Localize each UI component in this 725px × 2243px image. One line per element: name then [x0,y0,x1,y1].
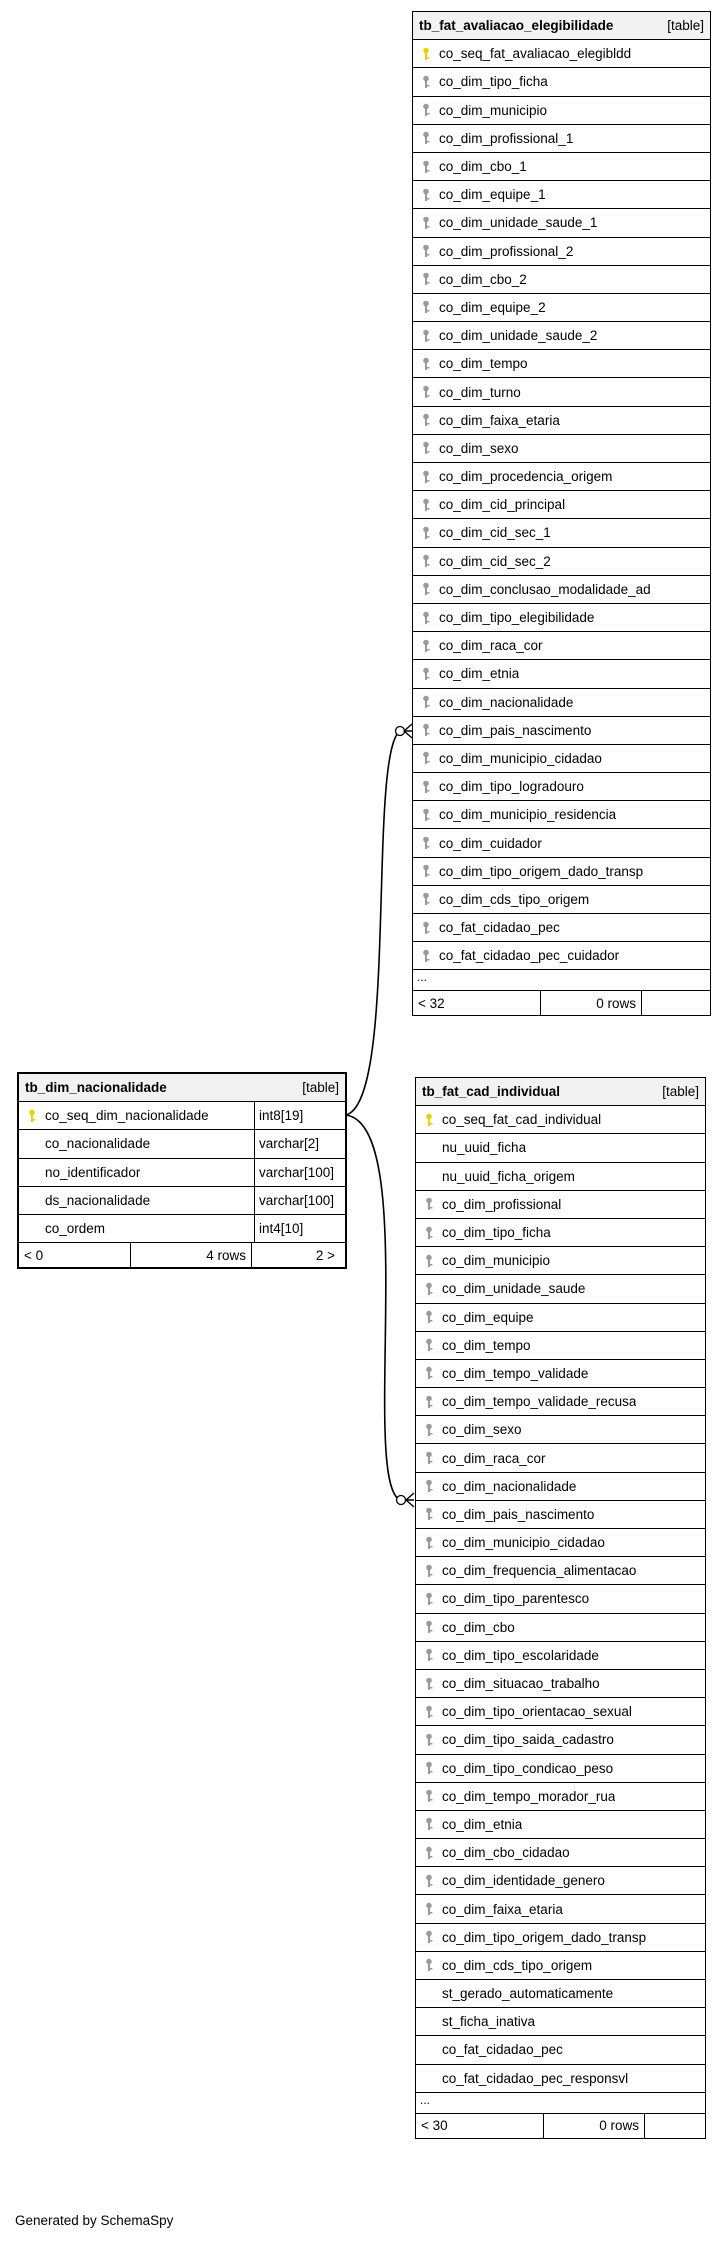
column-name: co_dim_profissional_1 [439,130,574,146]
column-name: co_dim_frequencia_alimentacao [442,1563,637,1579]
more-columns-ellipsis: ... [416,2093,705,2114]
column-name: co_dim_tipo_escolaridade [442,1647,599,1663]
column-name: co_dim_faixa_etaria [442,1901,563,1917]
column-name: co_dim_procedencia_origem [439,469,613,485]
column-name: co_dim_equipe [442,1309,534,1325]
column-name: co_dim_raca_cor [439,638,543,654]
column-name: co_dim_turno [439,384,521,400]
column-type: varchar[2] [254,1130,345,1157]
footer-parents-count: < 30 [416,2114,544,2138]
column-name: co_fat_cidadao_pec_cuidador [439,948,620,964]
column-name: co_dim_unidade_saude [442,1281,586,1297]
column-name: nu_uuid_ficha_origem [442,1168,575,1184]
column-name: co_dim_etnia [439,666,520,682]
column-name: co_dim_situacao_trabalho [442,1676,600,1692]
column-type: varchar[100] [254,1187,345,1214]
column-name: co_dim_cid_sec_2 [439,553,551,569]
column-name: co_dim_raca_cor [442,1450,546,1466]
column-name: co_dim_conclusao_modalidade_ad [439,581,651,597]
column-name: co_dim_cbo_1 [439,159,527,175]
column-name: co_dim_unidade_saude_1 [439,215,598,231]
column-name: co_dim_cbo [442,1619,515,1635]
column-name: co_dim_profissional [442,1196,562,1212]
column-name: co_dim_tempo [439,356,528,372]
column-name: co_dim_municipio_cidadao [439,750,602,766]
table-kind-label: [table] [667,18,704,34]
generated-by-label: Generated by SchemaSpy [15,2213,174,2228]
column-type: int4[10] [254,1215,345,1242]
footer-parents-count: < 0 [19,1243,131,1267]
column-name: st_ficha_inativa [442,2014,536,2030]
column-name: co_dim_cds_tipo_origem [442,1957,593,1973]
column-name: co_dim_equipe_1 [439,187,546,203]
column-name: co_dim_faixa_etaria [439,412,560,428]
column-name: nu_uuid_ficha [442,1140,527,1156]
column-name: co_dim_cbo_cidadao [442,1845,570,1861]
column-name: no_identificador [45,1164,141,1180]
table-kind-label: [table] [302,1080,339,1096]
column-name: co_dim_tipo_origem_dado_transp [439,863,644,879]
column-name: co_fat_cidadao_pec [442,2042,563,2058]
footer-children-count: 2 > [315,1247,335,1263]
table-name[interactable]: tb_dim_nacionalidade [25,1080,167,1096]
column-type: varchar[100] [254,1159,345,1186]
footer-row-count: 0 rows [541,991,642,1015]
column-name: co_dim_cbo_2 [439,271,527,287]
table-name[interactable]: tb_fat_avaliacao_elegibilidade [419,18,614,34]
column-name: co_dim_tipo_ficha [442,1225,551,1241]
column-name: co_dim_tipo_ficha [439,74,548,90]
column-name: co_seq_fat_avaliacao_elegibldd [439,46,632,62]
column-name: co_dim_tempo_validade [442,1365,589,1381]
column-name: co_dim_tipo_parentesco [442,1591,590,1607]
column-name: co_dim_cid_principal [439,497,566,513]
crowfoot-zero-circle [397,1496,406,1505]
column-name: co_fat_cidadao_pec_responsvl [442,2070,629,2086]
column-name: st_gerado_automaticamente [442,1986,614,2002]
column-name: ds_nacionalidade [45,1192,151,1208]
column-name: co_dim_tipo_orientacao_sexual [442,1704,632,1720]
column-name: co_dim_tempo_validade_recusa [442,1394,637,1410]
crowfoot-many-marker [404,724,412,738]
footer-parents-count: < 32 [413,991,541,1015]
column-name: co_dim_cid_sec_1 [439,525,551,541]
column-name: co_nacionalidade [45,1136,151,1152]
table-kind-label: [table] [662,1084,699,1100]
relationship-edge-individual [346,1115,400,1500]
column-name: co_dim_municipio_residencia [439,807,617,823]
column-name: co_dim_tipo_logradouro [439,779,584,795]
table-name[interactable]: tb_fat_cad_individual [422,1084,561,1100]
column-name: co_ordem [45,1221,106,1237]
column-name: co_seq_fat_cad_individual [442,1112,602,1128]
crowfoot-zero-circle [396,727,405,736]
column-name: co_dim_nacionalidade [442,1478,577,1494]
column-name: co_fat_cidadao_pec [439,920,560,936]
column-name: co_dim_sexo [442,1422,522,1438]
footer-row-count: 4 rows [131,1243,252,1267]
column-name: co_seq_dim_nacionalidade [45,1108,209,1124]
column-type: int8[19] [254,1102,345,1129]
column-name: co_dim_tipo_condicao_peso [442,1760,614,1776]
column-name: co_dim_sexo [439,440,519,456]
column-name: co_dim_cuidador [439,835,542,851]
column-name: co_dim_tempo [442,1337,531,1353]
relationship-edge-avaliacao [346,729,404,1115]
column-name: co_dim_tipo_saida_cadastro [442,1732,614,1748]
column-name: co_dim_tempo_morador_rua [442,1788,616,1804]
column-name: co_dim_equipe_2 [439,299,546,315]
column-name: co_dim_tipo_elegibilidade [439,610,595,626]
column-name: co_dim_municipio_cidadao [442,1535,605,1551]
crowfoot-many-marker [406,1493,414,1507]
column-name: co_dim_nacionalidade [439,694,574,710]
column-name: co_dim_pais_nascimento [439,722,592,738]
more-columns-ellipsis: ... [413,970,710,991]
column-name: co_dim_pais_nascimento [442,1506,595,1522]
column-name: co_dim_municipio [442,1253,551,1269]
column-name: co_dim_cds_tipo_origem [439,891,590,907]
column-name: co_dim_etnia [442,1816,523,1832]
column-name: co_dim_municipio [439,102,548,118]
footer-row-count: 0 rows [544,2114,645,2138]
column-name: co_dim_profissional_2 [439,243,574,259]
column-name: co_dim_identidade_genero [442,1873,605,1889]
column-name: co_dim_unidade_saude_2 [439,328,598,344]
column-name: co_dim_tipo_origem_dado_transp [442,1929,647,1945]
